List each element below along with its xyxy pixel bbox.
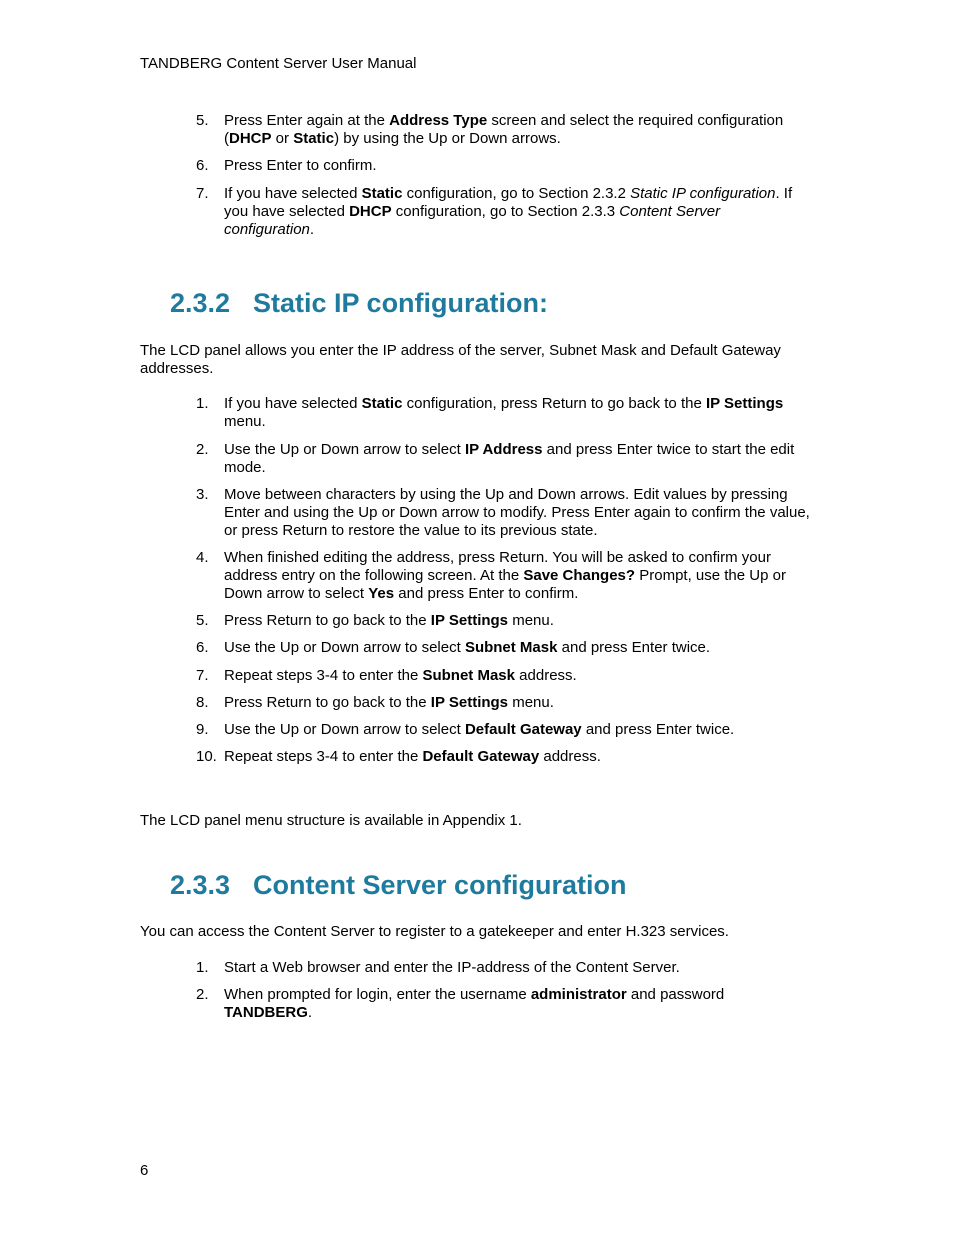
text-run: and press Enter to confirm. bbox=[394, 585, 579, 602]
section-title: Static IP configuration: bbox=[253, 288, 549, 318]
bold-term: IP Settings bbox=[705, 395, 784, 412]
text-run: Press Return to go back to the bbox=[224, 694, 431, 711]
section-number: 2.3.3 bbox=[170, 870, 231, 900]
list-item-number: 6. bbox=[196, 639, 209, 656]
text-run: ) by using the Up or Down arrows. bbox=[334, 130, 561, 147]
list-item-text bbox=[224, 612, 814, 630]
text-run: configuration, press Return to go back to the bbox=[402, 395, 706, 412]
italic-reference: Content Server configuration bbox=[224, 203, 721, 238]
bold-term: DHCP bbox=[349, 203, 392, 220]
text-run: Start a Web browser and enter the IP-address of the Content Server. bbox=[224, 959, 680, 976]
bold-term: Address Type bbox=[389, 112, 488, 129]
text-run: Move between characters by using the Up and Down arrows. Edit values by pressing Enter and using the Up or Down arrow to modify. Press Enter again to confirm the value, or press Return to restore the value to its previous state. bbox=[224, 486, 810, 539]
text-run: Repeat steps 3-4 to enter the bbox=[224, 748, 423, 765]
bold-term: IP Settings bbox=[430, 694, 509, 711]
list-item-number: 4. bbox=[196, 549, 209, 566]
list-item-text bbox=[224, 667, 814, 685]
text-run: and press Enter twice. bbox=[557, 639, 711, 656]
text-run: Use the Up or Down arrow to select bbox=[224, 441, 465, 458]
text-run: screen and select the required configuration ( bbox=[224, 112, 784, 147]
text-run: . bbox=[307, 1004, 313, 1021]
list-item-text bbox=[224, 185, 814, 239]
bold-term: Static bbox=[293, 130, 335, 147]
text-run: Use the Up or Down arrow to select bbox=[224, 721, 465, 738]
bold-term: Default Gateway bbox=[464, 721, 582, 738]
bold-term: IP Settings bbox=[430, 612, 509, 629]
list-item-number: 5. bbox=[196, 612, 209, 629]
list-item-text bbox=[224, 441, 814, 477]
text-run: and password bbox=[626, 986, 725, 1003]
bold-term: Subnet Mask bbox=[422, 667, 515, 684]
text-run: menu. bbox=[224, 413, 266, 430]
bold-term: Subnet Mask bbox=[464, 639, 558, 656]
list-item-text bbox=[224, 112, 814, 148]
text-run: Press Enter to confirm. bbox=[224, 157, 377, 174]
list-item-text bbox=[224, 157, 814, 175]
text-run: and press Enter twice to start the edit mode. bbox=[224, 441, 795, 476]
list-item-number: 10. bbox=[196, 748, 217, 765]
list-item-text bbox=[224, 549, 814, 603]
bold-term: Save Changes? bbox=[523, 567, 636, 584]
list-item-number: 1. bbox=[196, 959, 209, 976]
list-item-number: 3. bbox=[196, 486, 209, 503]
text-run: When prompted for login, enter the username bbox=[224, 986, 531, 1003]
text-run: When finished editing the address, press Return. You will be asked to confirm your address entry on the following screen. At the bbox=[224, 549, 771, 584]
page-number: 6 bbox=[140, 1162, 149, 1179]
list-item-number: 7. bbox=[196, 185, 209, 202]
text-run: Use the Up or Down arrow to select bbox=[224, 639, 465, 656]
list-item-number: 2. bbox=[196, 986, 209, 1003]
text-run: configuration, go to Section 2.3.3 bbox=[391, 203, 620, 220]
list-item-number: 8. bbox=[196, 694, 209, 711]
bold-term: administrator bbox=[530, 986, 627, 1003]
text-run: address. bbox=[539, 748, 601, 765]
list-item-number: 9. bbox=[196, 721, 209, 738]
bold-term: Static bbox=[361, 185, 403, 202]
list-item-text bbox=[224, 959, 814, 977]
text-run: Press Return to go back to the bbox=[224, 612, 431, 629]
static-ip-intro: The LCD panel allows you enter the IP address of the server, Subnet Mask and Default Gateway addresses. bbox=[140, 342, 781, 377]
list-item-text bbox=[224, 694, 814, 712]
list-item-text bbox=[224, 748, 814, 766]
bold-term: IP Address bbox=[464, 441, 543, 458]
bold-term: Yes bbox=[368, 585, 395, 602]
section-number: 2.3.2 bbox=[170, 288, 231, 318]
text-run: address. bbox=[515, 667, 577, 684]
list-item-text bbox=[224, 986, 814, 1022]
bold-term: TANDBERG bbox=[224, 1004, 308, 1021]
list-item-number: 7. bbox=[196, 667, 209, 684]
text-run: menu. bbox=[508, 612, 554, 629]
content-server-intro: You can access the Content Server to register to a gatekeeper and enter H.323 services. bbox=[140, 923, 729, 940]
section-title: Content Server configuration bbox=[253, 870, 627, 900]
list-item-number: 1. bbox=[196, 395, 209, 412]
text-run: menu. bbox=[508, 694, 554, 711]
text-run: Prompt, use the Up or Down arrow to select bbox=[224, 567, 786, 602]
italic-reference: Static IP configuration bbox=[630, 185, 776, 202]
appendix-note: The LCD panel menu structure is available in Appendix 1. bbox=[140, 812, 522, 829]
bold-term: DHCP bbox=[229, 130, 272, 147]
section-heading-content-server bbox=[170, 869, 627, 901]
text-run: If you have selected bbox=[224, 185, 362, 202]
list-item-text bbox=[224, 639, 814, 657]
bold-term: Static bbox=[361, 395, 403, 412]
list-item-text bbox=[224, 486, 814, 540]
text-run: Press Enter again at the bbox=[224, 112, 390, 129]
bold-term: Default Gateway bbox=[422, 748, 540, 765]
list-item-text bbox=[224, 721, 814, 739]
list-item-text bbox=[224, 395, 814, 431]
text-run: and press Enter twice. bbox=[581, 721, 735, 738]
text-run: configuration, go to Section 2.3.2 bbox=[402, 185, 631, 202]
list-item-number: 2. bbox=[196, 441, 209, 458]
section-heading-static-ip bbox=[170, 287, 548, 319]
text-run: If you have selected bbox=[224, 395, 362, 412]
text-run: . bbox=[309, 221, 315, 238]
text-run: Repeat steps 3-4 to enter the bbox=[224, 667, 423, 684]
list-item-number: 6. bbox=[196, 157, 209, 174]
running-header: TANDBERG Content Server User Manual bbox=[140, 55, 417, 72]
text-run: . If you have selected bbox=[224, 185, 793, 220]
list-item-number: 5. bbox=[196, 112, 209, 129]
text-run: or bbox=[271, 130, 294, 147]
